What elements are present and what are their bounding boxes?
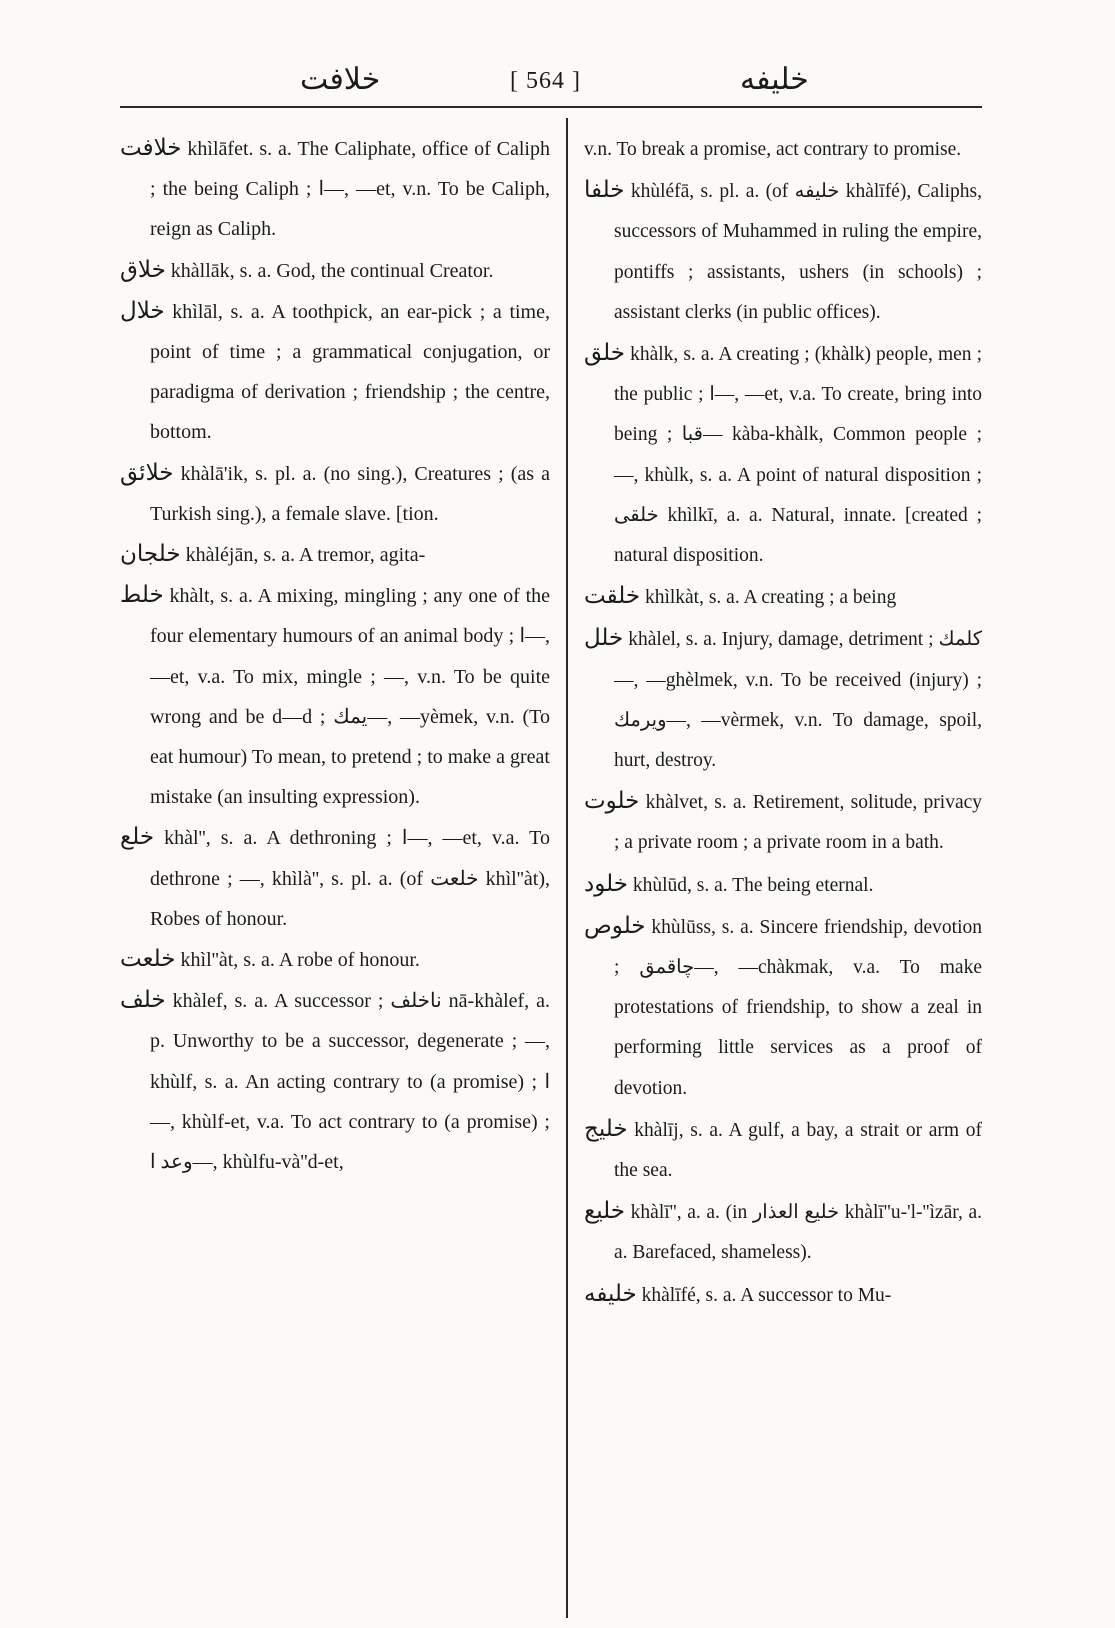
entry-arabic-headword: خلل xyxy=(584,625,624,651)
entry-arabic-headword: خليع xyxy=(584,1198,626,1224)
left-running-headword: خلافت xyxy=(300,63,381,96)
entry-text: khàlvet, s. a. Retirement, solitude, privacy ; a private room ; a private room in a bath. xyxy=(614,792,982,854)
dictionary-entry xyxy=(584,1109,982,1191)
entry-arabic-headword: خلقت xyxy=(584,583,641,609)
entry-text: khàlel, s. a. Injury, damage, detriment ; كلمك—, —ghèlmek, v.n. To be received (injury) ; ويرمك—, —vèrmek, v.n. To damage, spoil, hurt, destroy. xyxy=(614,629,982,772)
dictionary-entry xyxy=(584,618,982,781)
entry-text: khùlūd, s. a. The being eternal. xyxy=(632,874,874,896)
entry-text: khùlūss, s. a. Sincere friendship, devotion ; چاقمق—, —chàkmak, v.a. To make protestations of friendship, to show a zeal in performing little services as a proof of devotion. xyxy=(614,916,982,1099)
left-column xyxy=(120,128,550,1182)
entry-arabic-headword: خلاق xyxy=(120,256,166,282)
entry-text: khìlāfet. s. a. The Caliphate, office of Caliph ; the being Caliph ; ا—, —et, v.n. To be Caliph, reign as Caliph. xyxy=(150,138,550,241)
entry-arabic-headword: خلعت xyxy=(120,946,176,972)
entry-arabic-headword: خلفا xyxy=(584,177,625,203)
dictionary-entry xyxy=(120,817,550,939)
entry-text: khìlāl, s. a. A toothpick, an ear-pick ; a time, point of time ; a grammatical conjugation, or paradigma of derivation ; friendship ; the centre, bottom. xyxy=(150,300,550,444)
entry-arabic-headword: خلوت xyxy=(584,788,640,814)
entry-text: v.n. To break a promise, act contrary to promise. xyxy=(584,139,962,160)
dictionary-entry-continued xyxy=(584,128,982,170)
entry-text: khàlk, s. a. A creating ; (khàlk) people, men ; the public ; ا—, —et, v.a. To create, bring into being ; قبا— kàba-khàlk, Common people ; —, khùlk, s. a. A point of natural disposition ; خلقى khìlkī, a. a. Natural, innate. [created ; natural disposition. xyxy=(614,344,983,567)
page-header xyxy=(120,58,980,106)
page-number: [ 564 ] xyxy=(510,68,581,94)
entry-text: khàlī'', a. a. (in خليع العذار khàlī''u-'l-''ìzār, a. a. Barefaced, shameless). xyxy=(614,1202,983,1264)
entry-arabic-headword: خلوص xyxy=(584,912,646,938)
dictionary-entry xyxy=(584,1274,982,1316)
entry-text: khàlīfé, s. a. A successor to Mu- xyxy=(641,1284,892,1306)
entry-text: khàlā'ik, s. pl. a. (no sing.), Creatures ; (as a Turkish sing.), a female slave. [tion. xyxy=(150,462,551,525)
entry-text: khàlt, s. a. A mixing, mingling ; any one of the four elementary humours of an animal body ; ا—, —et, v.a. To mix, mingle ; —, v.n. To be quite wrong and be d—d ; يمك—, —yèmek, v.n. (To eat humour) To mean, to pretend ; to make a great mistake (an insulting expression). xyxy=(150,585,551,809)
right-running-headword: خليفه xyxy=(740,63,809,96)
dictionary-entry xyxy=(584,781,982,863)
entry-arabic-headword: خلق xyxy=(584,340,626,366)
entry-arabic-headword: خليفه xyxy=(584,1280,637,1306)
entry-text: khàl'', s. a. A dethroning ; ا—, —et, v.a. To dethrone ; —, khìlà'', s. pl. a. (of خلعت khìl''àt), Robes of honour. xyxy=(150,827,550,930)
entry-arabic-headword: خلط xyxy=(120,582,164,608)
right-column xyxy=(584,128,982,1316)
dictionary-entry xyxy=(120,534,550,575)
dictionary-entry xyxy=(584,864,982,906)
column-divider xyxy=(566,118,568,1618)
dictionary-entry xyxy=(120,939,550,980)
entry-arabic-headword: خلافت xyxy=(120,135,182,160)
entry-arabic-headword: خلف xyxy=(120,987,166,1013)
dictionary-entry xyxy=(120,980,550,1182)
entry-arabic-headword: خلع xyxy=(120,824,155,850)
dictionary-entry xyxy=(120,453,550,534)
entry-text: khàlīj, s. a. A gulf, a bay, a strait or arm of the sea. xyxy=(614,1119,982,1182)
dictionary-entry xyxy=(120,128,550,250)
entry-arabic-headword: خلائق xyxy=(120,459,174,485)
entry-text: khàllāk, s. a. God, the continual Creator. xyxy=(170,259,494,282)
dictionary-entry xyxy=(120,575,550,817)
dictionary-entry xyxy=(584,1191,982,1273)
dictionary-entry xyxy=(584,333,982,576)
entry-text: khìlkàt, s. a. A creating ; a being xyxy=(644,587,897,609)
dictionary-entry xyxy=(120,291,550,453)
entry-arabic-headword: خلال xyxy=(120,297,165,323)
dictionary-entry xyxy=(584,576,982,618)
entry-text: khàléjān, s. a. A tremor, agita- xyxy=(185,544,426,567)
entry-text: khìl''àt, s. a. A robe of honour. xyxy=(180,949,420,972)
entry-arabic-headword: خلجان xyxy=(120,541,181,567)
entry-text: khùléfā, s. pl. a. (of خليفه khàlīfé), Caliphs, successors of Muhammed in ruling the empire, pontiffs ; assistants, ushers (in schools) ; assistant clerks (in public offices). xyxy=(614,181,983,323)
entry-text: khàlef, s. a. A successor ; ناخلف nā-khàlef, a. p. Unworthy to be a successor, degenerate ; —, khùlf, s. a. An acting contrary to (a promise) ; ا—, khùlf-et, v.a. To act contrary to (a promise) ; وعد ا—, khùlfu-và''d-et, xyxy=(150,990,550,1174)
dictionary-entry xyxy=(120,250,550,291)
dictionary-entry xyxy=(584,906,982,1109)
entry-arabic-headword: خليج xyxy=(584,1115,628,1141)
entry-arabic-headword: خلود xyxy=(584,870,628,896)
header-rule xyxy=(120,106,982,108)
dictionary-entry xyxy=(584,170,982,333)
